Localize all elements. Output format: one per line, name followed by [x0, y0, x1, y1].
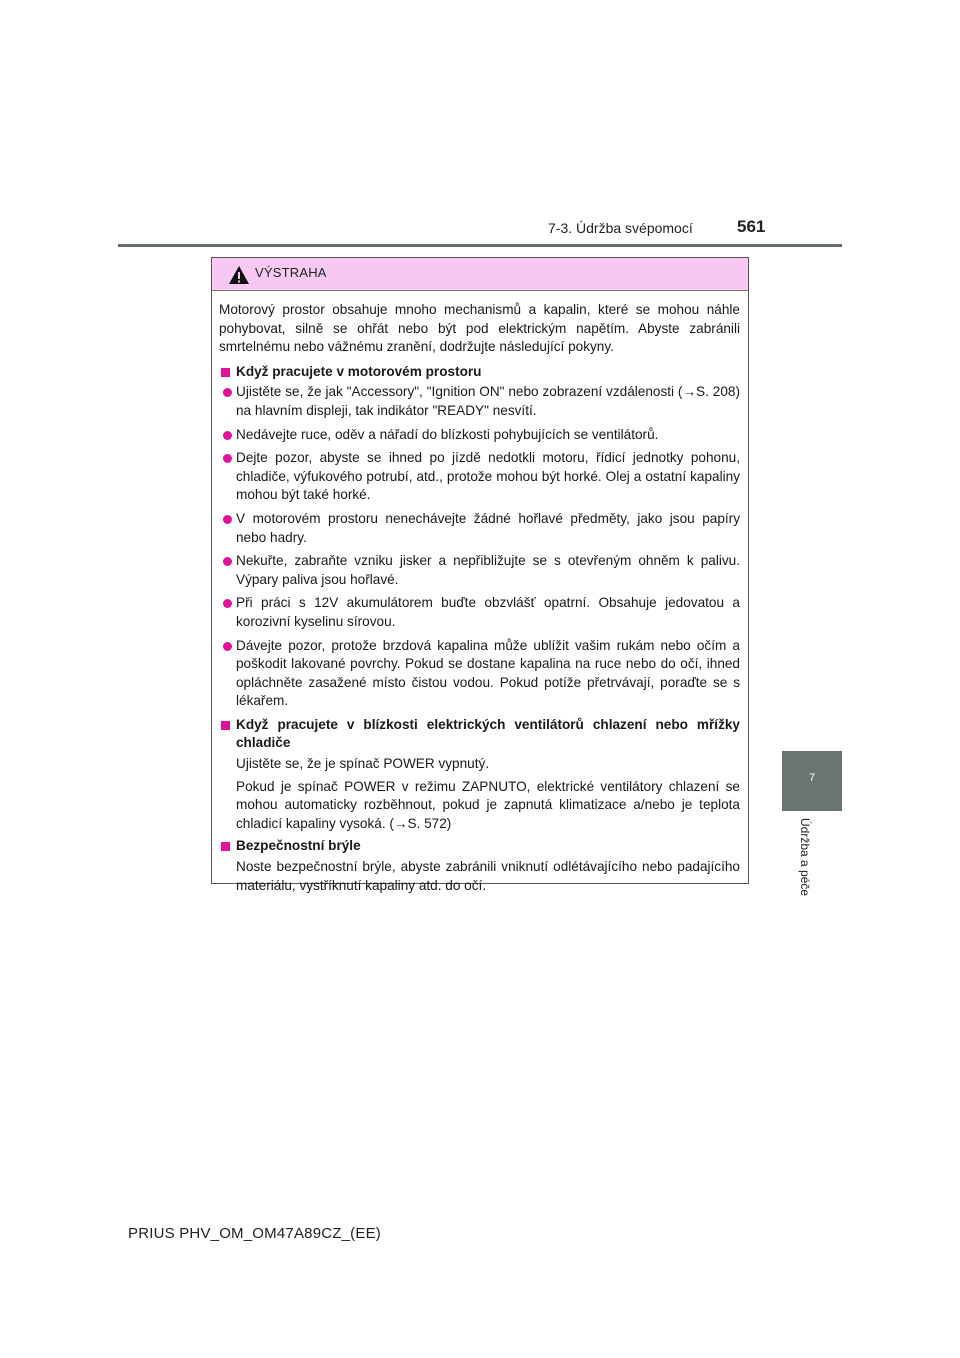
section-safety-glasses [219, 837, 740, 895]
bullet-text: Při práci s 12V akumulátorem buďte obzvlášť opatrní. Obsahuje jedovatou a korozivní kyselinu sírovou. [236, 595, 740, 629]
bullet-dot-icon [223, 388, 232, 397]
section-heading-text: Bezpečnostní brýle [236, 838, 361, 854]
section-heading [219, 363, 740, 382]
bullet-text: Nekuřte, zabraňte vzniku jisker a nepřibližujte se s otevřeným ohněm k palivu. Výpary paliva jsou hořlavé. [236, 553, 740, 587]
section-heading-text: Když pracujete v blízkosti elektrických ventilátorů chlazení nebo mřížky chladiče [236, 716, 740, 751]
page-number: 561 [737, 217, 766, 236]
chapter-tab [782, 751, 842, 811]
bullet-dot-icon [223, 454, 232, 463]
chapter-number: 7 [808, 772, 816, 784]
list-item [223, 594, 740, 631]
square-bullet-icon [221, 721, 230, 730]
list-item [223, 637, 740, 711]
warning-title: VÝSTRAHA [255, 265, 327, 280]
section-heading-text: Když pracujete v motorovém prostoru [236, 363, 482, 379]
square-bullet-icon [221, 368, 230, 377]
warning-triangle-icon [228, 265, 250, 285]
header-rule [118, 244, 842, 247]
list-item [223, 383, 740, 420]
section-text: Noste bezpečnostní brýle, abyste zabránili vniknutí odlétávajícího nebo padajícího materiálu, vystříknutí kapaliny atd. do očí. [236, 859, 740, 893]
bullet-dot-icon [223, 557, 232, 566]
bullet-dot-icon [223, 431, 232, 440]
bullet-text: Nedávejte ruce, oděv a nářadí do blízkosti pohybujících se ventilátorů. [236, 426, 659, 442]
warning-box [211, 257, 749, 893]
bullet-text: Dávejte pozor, protože brzdová kapalina může ublížit vašim rukám nebo očím a poškodit lakované povrchy. Pokud se dostane kapalina na ruce nebo do očí, ihned opláchněte zasažené místo čistou vodou. Pokud potíže přetrvávají, poraďte se s lékařem. [236, 637, 740, 709]
section-title: 7-3. Údržba svépomocí [548, 220, 693, 236]
section-engine-compartment [219, 363, 740, 711]
section-cooling-fans [219, 716, 740, 834]
section-heading [219, 837, 740, 856]
list-item [223, 449, 740, 505]
warning-header [212, 258, 748, 291]
bullet-dot-icon [223, 599, 232, 608]
square-bullet-icon [221, 842, 230, 851]
section-text: Ujistěte se, že je spínač POWER vypnutý. [236, 756, 490, 772]
bullet-dot-icon [223, 515, 232, 524]
chapter-label: Údržba a péče [798, 818, 812, 897]
bullet-text: V motorovém prostoru nenechávejte žádné hořlavé předměty, jako jsou papíry nebo hadry. [236, 510, 740, 545]
list-item [223, 426, 740, 445]
bullet-text: Ujistěte se, že jak "Accessory", "Ignition ON" nebo zobrazení vzdálenosti (→S. 208) na hlavním displeji, tak indikátor "READY" nesvítí. [236, 384, 740, 418]
bullet-text: Dejte pozor, abyste se ihned po jízdě nedotkli motoru, řídicí jednotky pohonu, chladiče, výfukového potrubí, atd., protože mohou být horké. Olej a ostatní kapaliny mohou být také horké. [236, 450, 740, 503]
section-text: Pokud je spínač POWER v režimu ZAPNUTO, elektrické ventilátory chlazení se mohou automaticky rozběhnout, pokud je zapnutá klimatizace a/nebo je teplota chladicí kapaliny vysoká. (→S. 572) [236, 778, 740, 831]
section-heading [219, 716, 740, 753]
warning-body [212, 291, 748, 895]
list-item [223, 510, 740, 547]
page-header [0, 0, 960, 250]
warning-intro: Motorový prostor obsahuje mnoho mechanismů a kapalin, které se mohou náhle pohybovat, silně se ohřát nebo být pod elektrickým napětím. Abyste zabránili smrtelnému nebo vážnému zranění, dodržujte následující pokyny. [219, 302, 740, 355]
list-item [223, 552, 740, 589]
manual-code: PRIUS PHV_OM_OM47A89CZ_(EE) [128, 1225, 381, 1242]
bullet-list [219, 383, 740, 711]
bullet-dot-icon [223, 642, 232, 651]
